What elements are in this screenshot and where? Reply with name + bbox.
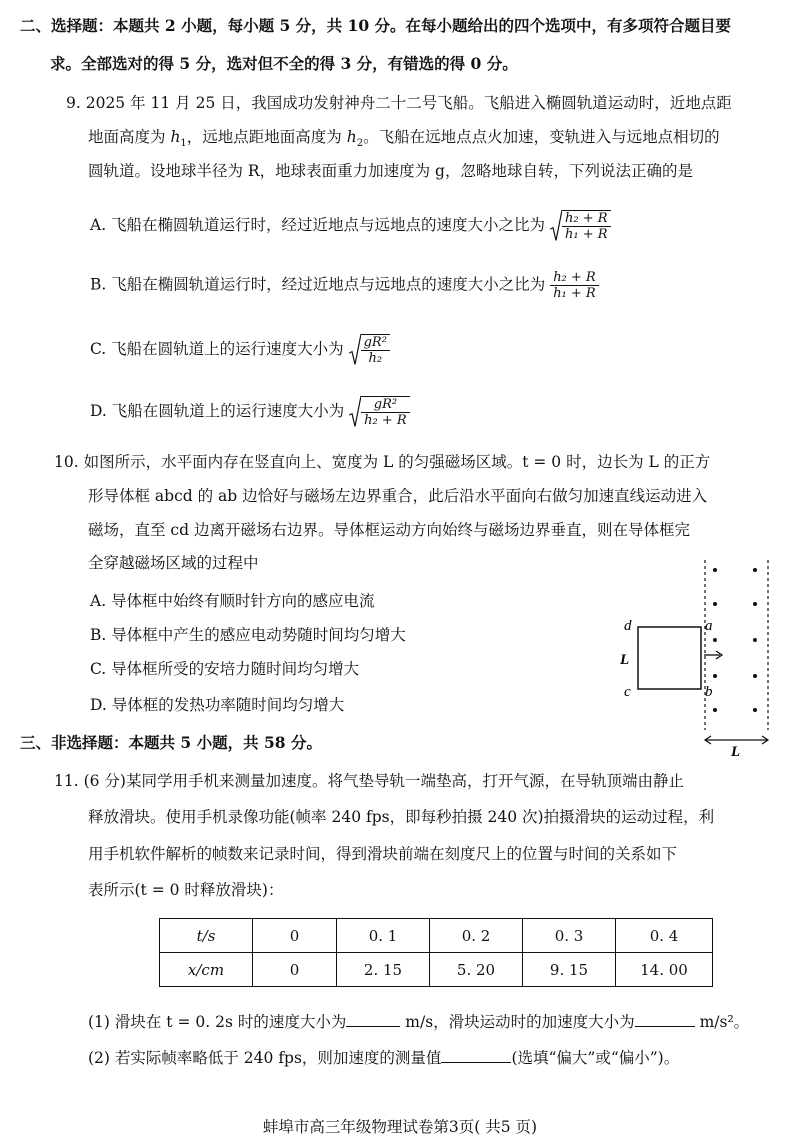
q9-option-b: B. 飞船在椭圆轨道运行时，经过近地点与远地点的速度大小之比为 $\frac{\text{h₂ + R}}{\text{h₁ + R}}$ <box>90 270 599 301</box>
q10-option-c: C. 导体框所受的安培力随时间均匀增大 <box>90 660 360 678</box>
q11-stem-line2: 释放滑块。使用手机录像功能(帧率 240 fps，即每秒拍摄 240 次)拍摄滑块的运动过程，利 <box>88 808 715 826</box>
q11-stem-line3: 用手机软件解析的帧数来记录时间，得到滑块前端在刻度尺上的位置与时间的关系如下 <box>88 845 678 863</box>
answer-blank[interactable] <box>635 1012 695 1027</box>
answer-blank[interactable] <box>346 1012 400 1027</box>
q10-stem-line3: 磁场，直至 cd 边离开磁场右边界。导体框运动方向始终与磁场边界垂直，则在导体框完 <box>88 521 690 539</box>
q9-option-d: D. 飞船在圆轨道上的运行速度大小为 $\frac{\text{gR²}}{\text{h₂ + R}}$ <box>90 396 410 428</box>
data-table <box>159 918 713 987</box>
label-a: a <box>705 618 713 634</box>
section2-heading: 二、选择题：本题共 2 小题，每小题 5 分，共 10 分。在每小题给出的四个选项中，有多项符合题目要 <box>20 16 732 35</box>
page-footer: 蚌埠市高三年级物理试卷第3页( 共5 页) <box>262 1118 538 1136</box>
section2-heading-cont: 求。全部选对的得 5 分，选对但不全的得 3 分，有错选的得 0 分。 <box>50 54 518 73</box>
q9-option-a: A. 飞船在椭圆轨道运行时，经过近地点与远地点的速度大小之比为 $\frac{\text{h₂ + R}}{\text{h₁ + R}}$ <box>90 210 611 242</box>
magnetic-field-figure <box>610 560 780 760</box>
q10-option-d: D. 导体框的发热功率随时间均匀增大 <box>90 696 345 714</box>
table-row: x/cm 0 2. 15 5. 20 9. 15 14. 00 <box>160 953 713 987</box>
q9-stem-line2: 地面高度为 $h_1$，远地点距地面高度为 $h_2$。飞船在远地点点火加速，变轨进入与远地点相切的 <box>88 128 720 150</box>
q9-stem-line3: 圆轨道。设地球半径为 R，地球表面重力加速度为 g，忽略地球自转，下列说法正确的是 <box>88 162 693 180</box>
square-frame <box>638 627 701 689</box>
sqrt-expression: $\frac{\text{gR²}}{\text{h₂}}$ <box>349 334 390 366</box>
label-d: d <box>624 618 632 634</box>
q10-stem-line1: 10. 如图所示，水平面内存在竖直向上、宽度为 L 的匀强磁场区域。t = 0 时，边长为 L 的正方 <box>54 453 711 471</box>
q11-sub1: (1) 滑块在 t = 0. 2s 时的速度大小为 m/s，滑块运动时的加速度大小为 m/s²。 <box>88 1013 750 1031</box>
q9-option-c: C. 飞船在圆轨道上的运行速度大小为 $\frac{\text{gR²}}{\text{h₂}}$ <box>90 334 390 366</box>
q11-stem-line1: 11. (6 分)某同学用手机来测量加速度。将气垫导轨一端垫高，打开气源，在导轨顶端由静止 <box>54 772 684 790</box>
table-row: t/s 0 0. 1 0. 2 0. 3 0. 4 <box>160 919 713 953</box>
field-dots <box>713 568 757 712</box>
label-width-L: L <box>731 744 741 760</box>
q9-stem-line1: 9. 2025 年 11 月 25 日，我国成功发射神舟二十二号飞船。飞船进入椭圆轨道运动时，近地点距 <box>66 94 732 112</box>
q10-option-a: A. 导体框中始终有顺时针方向的感应电流 <box>90 592 375 610</box>
sqrt-expression: $\frac{\text{h₂ + R}}{\text{h₁ + R}}$ <box>550 210 611 242</box>
sqrt-expression: $\frac{\text{gR²}}{\text{h₂ + R}}$ <box>349 396 410 428</box>
q10-option-b: B. 导体框中产生的感应电动势随时间均匀增大 <box>90 626 406 644</box>
q11-sub2: (2) 若实际帧率略低于 240 fps，则加速度的测量值 (选填“偏大”或“偏小”)。 <box>88 1049 680 1067</box>
q11-stem-line4: 表所示(t = 0 时释放滑块)： <box>88 881 284 899</box>
label-c: c <box>624 684 631 700</box>
label-side-L: L <box>620 652 630 668</box>
answer-blank[interactable] <box>441 1048 511 1063</box>
section3-heading: 三、非选择题：本题共 5 小题，共 58 分。 <box>20 733 322 752</box>
label-b: b <box>705 684 713 700</box>
q10-stem-line2: 形导体框 abcd 的 ab 边恰好与磁场左边界重合，此后沿水平面向右做匀加速直线运动进入 <box>88 487 708 505</box>
q10-stem-line4: 全穿越磁场区域的过程中 <box>88 554 259 572</box>
